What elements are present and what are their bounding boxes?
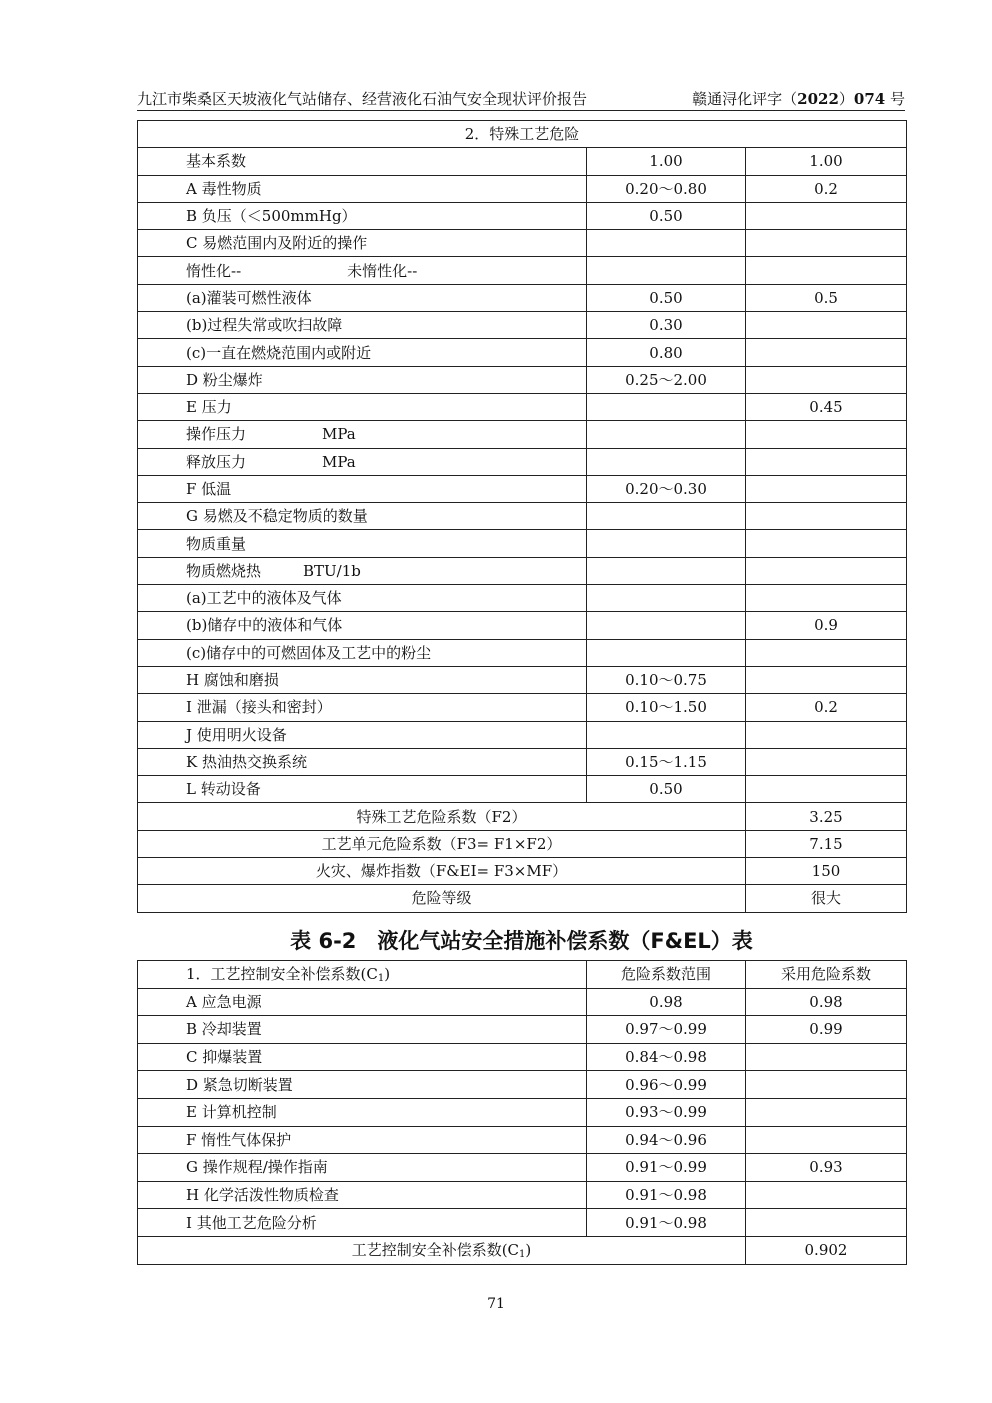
value-cell <box>746 639 907 666</box>
value-cell <box>746 312 907 339</box>
compensation-factor-table <box>137 960 907 1265</box>
value-cell <box>746 1098 907 1126</box>
value-cell <box>746 776 907 803</box>
summary-value-cell: 7.15 <box>746 830 907 857</box>
range-cell: 0.80 <box>587 339 746 366</box>
item-cell: (c)一直在燃烧范围内或附近 <box>138 339 587 366</box>
summary-value-cell: 150 <box>746 858 907 885</box>
special-process-hazard-table <box>137 120 907 913</box>
item-cell: H 腐蚀和磨损 <box>138 666 587 693</box>
value-cell <box>746 448 907 475</box>
range-cell: 0.84～0.98 <box>587 1043 746 1071</box>
item-cell: 物质重量 <box>138 530 587 557</box>
range-cell <box>587 230 746 257</box>
summary-label-cell: 火灾、爆炸指数（F&EI= F3×MF） <box>138 858 746 885</box>
value-cell <box>746 202 907 229</box>
table-row <box>138 585 907 612</box>
table-row <box>138 312 907 339</box>
value-cell <box>746 748 907 775</box>
section-header-row <box>138 121 907 148</box>
table-row <box>138 230 907 257</box>
value-cell <box>746 475 907 502</box>
summary-label-cell: 特殊工艺危险系数（F2） <box>138 803 746 830</box>
table-row <box>138 721 907 748</box>
range-cell: 0.91～0.98 <box>587 1209 746 1237</box>
item-cell: J 使用明火设备 <box>138 721 587 748</box>
item-cell: 物质燃烧热 BTU/1b <box>138 557 587 584</box>
page-header <box>137 86 905 111</box>
range-cell: 0.96～0.99 <box>587 1071 746 1099</box>
range-cell <box>587 257 746 284</box>
range-cell: 0.25～2.00 <box>587 366 746 393</box>
value-cell <box>746 421 907 448</box>
range-cell: 0.91～0.98 <box>587 1181 746 1209</box>
range-cell <box>587 557 746 584</box>
range-cell <box>587 421 746 448</box>
table-row <box>138 284 907 311</box>
header-value-cell: 采用危险系数 <box>746 961 907 989</box>
value-cell: 0.99 <box>746 1016 907 1044</box>
range-cell: 0.50 <box>587 284 746 311</box>
item-cell: B 负压（＜500mmHg） <box>138 202 587 229</box>
value-cell: 0.93 <box>746 1154 907 1182</box>
value-cell <box>746 666 907 693</box>
value-cell <box>746 230 907 257</box>
table-row <box>138 612 907 639</box>
value-cell <box>746 366 907 393</box>
page-number: 71 <box>487 1296 505 1312</box>
item-cell: G 操作规程/操作指南 <box>138 1154 587 1182</box>
range-cell <box>587 639 746 666</box>
table-row <box>138 475 907 502</box>
table-row <box>138 1209 907 1237</box>
item-cell: (c)储存中的可燃固体及工艺中的粉尘 <box>138 639 587 666</box>
table-row <box>138 421 907 448</box>
value-cell <box>746 339 907 366</box>
value-cell <box>746 257 907 284</box>
total-value-cell: 0.902 <box>746 1236 907 1264</box>
range-cell <box>587 530 746 557</box>
table-row <box>138 1126 907 1154</box>
range-cell: 1.00 <box>587 148 746 175</box>
item-cell: I 其他工艺危险分析 <box>138 1209 587 1237</box>
range-cell: 0.97～0.99 <box>587 1016 746 1044</box>
table-row <box>138 694 907 721</box>
table-row <box>138 393 907 420</box>
value-cell: 0.5 <box>746 284 907 311</box>
value-cell: 0.2 <box>746 175 907 202</box>
item-cell: L 转动设备 <box>138 776 587 803</box>
header-item-cell: 1．工艺控制安全补偿系数$(C_1)$ <box>138 961 587 989</box>
table-row <box>138 148 907 175</box>
item-cell: 惰性化-- 未惰性化-- <box>138 257 587 284</box>
range-cell: 0.30 <box>587 312 746 339</box>
value-cell <box>746 1043 907 1071</box>
value-cell <box>746 1181 907 1209</box>
table-row <box>138 1098 907 1126</box>
range-cell: 0.50 <box>587 776 746 803</box>
table-row <box>138 1154 907 1182</box>
range-cell: 0.98 <box>587 988 746 1016</box>
item-cell: A 应急电源 <box>138 988 587 1016</box>
table-row <box>138 1181 907 1209</box>
item-cell: C 易燃范围内及附近的操作 <box>138 230 587 257</box>
table-row <box>138 988 907 1016</box>
range-cell: 0.50 <box>587 202 746 229</box>
range-cell: 0.20～0.30 <box>587 475 746 502</box>
summary-value-cell: 很大 <box>746 885 907 912</box>
item-cell: E 计算机控制 <box>138 1098 587 1126</box>
table-row <box>138 202 907 229</box>
summary-row <box>138 803 907 830</box>
value-cell: 0.2 <box>746 694 907 721</box>
value-cell: 0.9 <box>746 612 907 639</box>
value-cell <box>746 1209 907 1237</box>
table-header-row <box>138 961 907 989</box>
item-cell: C 抑爆装置 <box>138 1043 587 1071</box>
value-cell <box>746 530 907 557</box>
item-cell: A 毒性物质 <box>138 175 587 202</box>
item-cell: (a)工艺中的液体及气体 <box>138 585 587 612</box>
table-title: 表 6-2 液化气站安全措施补偿系数（F&EL）表 <box>290 929 753 953</box>
table-row <box>138 448 907 475</box>
table-row <box>138 557 907 584</box>
range-cell <box>587 503 746 530</box>
item-cell: (a)灌装可燃性液体 <box>138 284 587 311</box>
summary-label-cell: 危险等级 <box>138 885 746 912</box>
item-cell: K 热油热交换系统 <box>138 748 587 775</box>
range-cell: 0.10～0.75 <box>587 666 746 693</box>
table-row <box>138 639 907 666</box>
item-cell: F 惰性气体保护 <box>138 1126 587 1154</box>
header-report-number: 赣通浔化评字（2022）074 号 <box>692 90 905 108</box>
table-row <box>138 175 907 202</box>
item-cell: (b)储存中的液体和气体 <box>138 612 587 639</box>
item-cell: F 低温 <box>138 475 587 502</box>
range-cell <box>587 612 746 639</box>
table-row <box>138 503 907 530</box>
table-row <box>138 1043 907 1071</box>
value-cell: 1.00 <box>746 148 907 175</box>
value-cell <box>746 1071 907 1099</box>
table-row <box>138 776 907 803</box>
value-cell <box>746 503 907 530</box>
range-cell: 0.93～0.99 <box>587 1098 746 1126</box>
value-cell <box>746 721 907 748</box>
header-range-cell: 危险系数范围 <box>587 961 746 989</box>
item-cell: H 化学活泼性物质检查 <box>138 1181 587 1209</box>
table-row <box>138 1016 907 1044</box>
value-cell <box>746 1126 907 1154</box>
item-cell: (b)过程失常或吹扫故障 <box>138 312 587 339</box>
section-title: 2．特殊工艺危险 <box>138 121 907 148</box>
item-cell: D 粉尘爆炸 <box>138 366 587 393</box>
value-cell: 0.98 <box>746 988 907 1016</box>
value-cell: 0.45 <box>746 393 907 420</box>
range-cell: 0.15～1.15 <box>587 748 746 775</box>
summary-value-cell: 3.25 <box>746 803 907 830</box>
range-cell <box>587 393 746 420</box>
table-row <box>138 366 907 393</box>
total-row <box>138 1236 907 1264</box>
range-cell: 0.94～0.96 <box>587 1126 746 1154</box>
item-cell: E 压力 <box>138 393 587 420</box>
table-row <box>138 666 907 693</box>
range-cell: 0.20～0.80 <box>587 175 746 202</box>
total-label-cell: 工艺控制安全补偿系数$(C_1)$ <box>138 1236 746 1264</box>
item-cell: 操作压力 MPa <box>138 421 587 448</box>
table-row <box>138 257 907 284</box>
range-cell: 0.91～0.99 <box>587 1154 746 1182</box>
item-cell: G 易燃及不稳定物质的数量 <box>138 503 587 530</box>
range-cell <box>587 448 746 475</box>
header-report-title: 九江市柴桑区天坡液化气站储存、经营液化石油气安全现状评价报告 <box>137 90 588 108</box>
summary-row <box>138 858 907 885</box>
value-cell <box>746 557 907 584</box>
table-row <box>138 339 907 366</box>
item-cell: 释放压力 MPa <box>138 448 587 475</box>
table-row <box>138 748 907 775</box>
table-row <box>138 1071 907 1099</box>
item-cell: D 紧急切断装置 <box>138 1071 587 1099</box>
summary-row <box>138 885 907 912</box>
value-cell <box>746 585 907 612</box>
summary-label-cell: 工艺单元危险系数（F3= F1×F2） <box>138 830 746 857</box>
item-cell: I 泄漏（接头和密封） <box>138 694 587 721</box>
range-cell <box>587 585 746 612</box>
range-cell <box>587 721 746 748</box>
table-row <box>138 530 907 557</box>
item-cell: B 冷却装置 <box>138 1016 587 1044</box>
range-cell: 0.10～1.50 <box>587 694 746 721</box>
item-cell: 基本系数 <box>138 148 587 175</box>
summary-row <box>138 830 907 857</box>
